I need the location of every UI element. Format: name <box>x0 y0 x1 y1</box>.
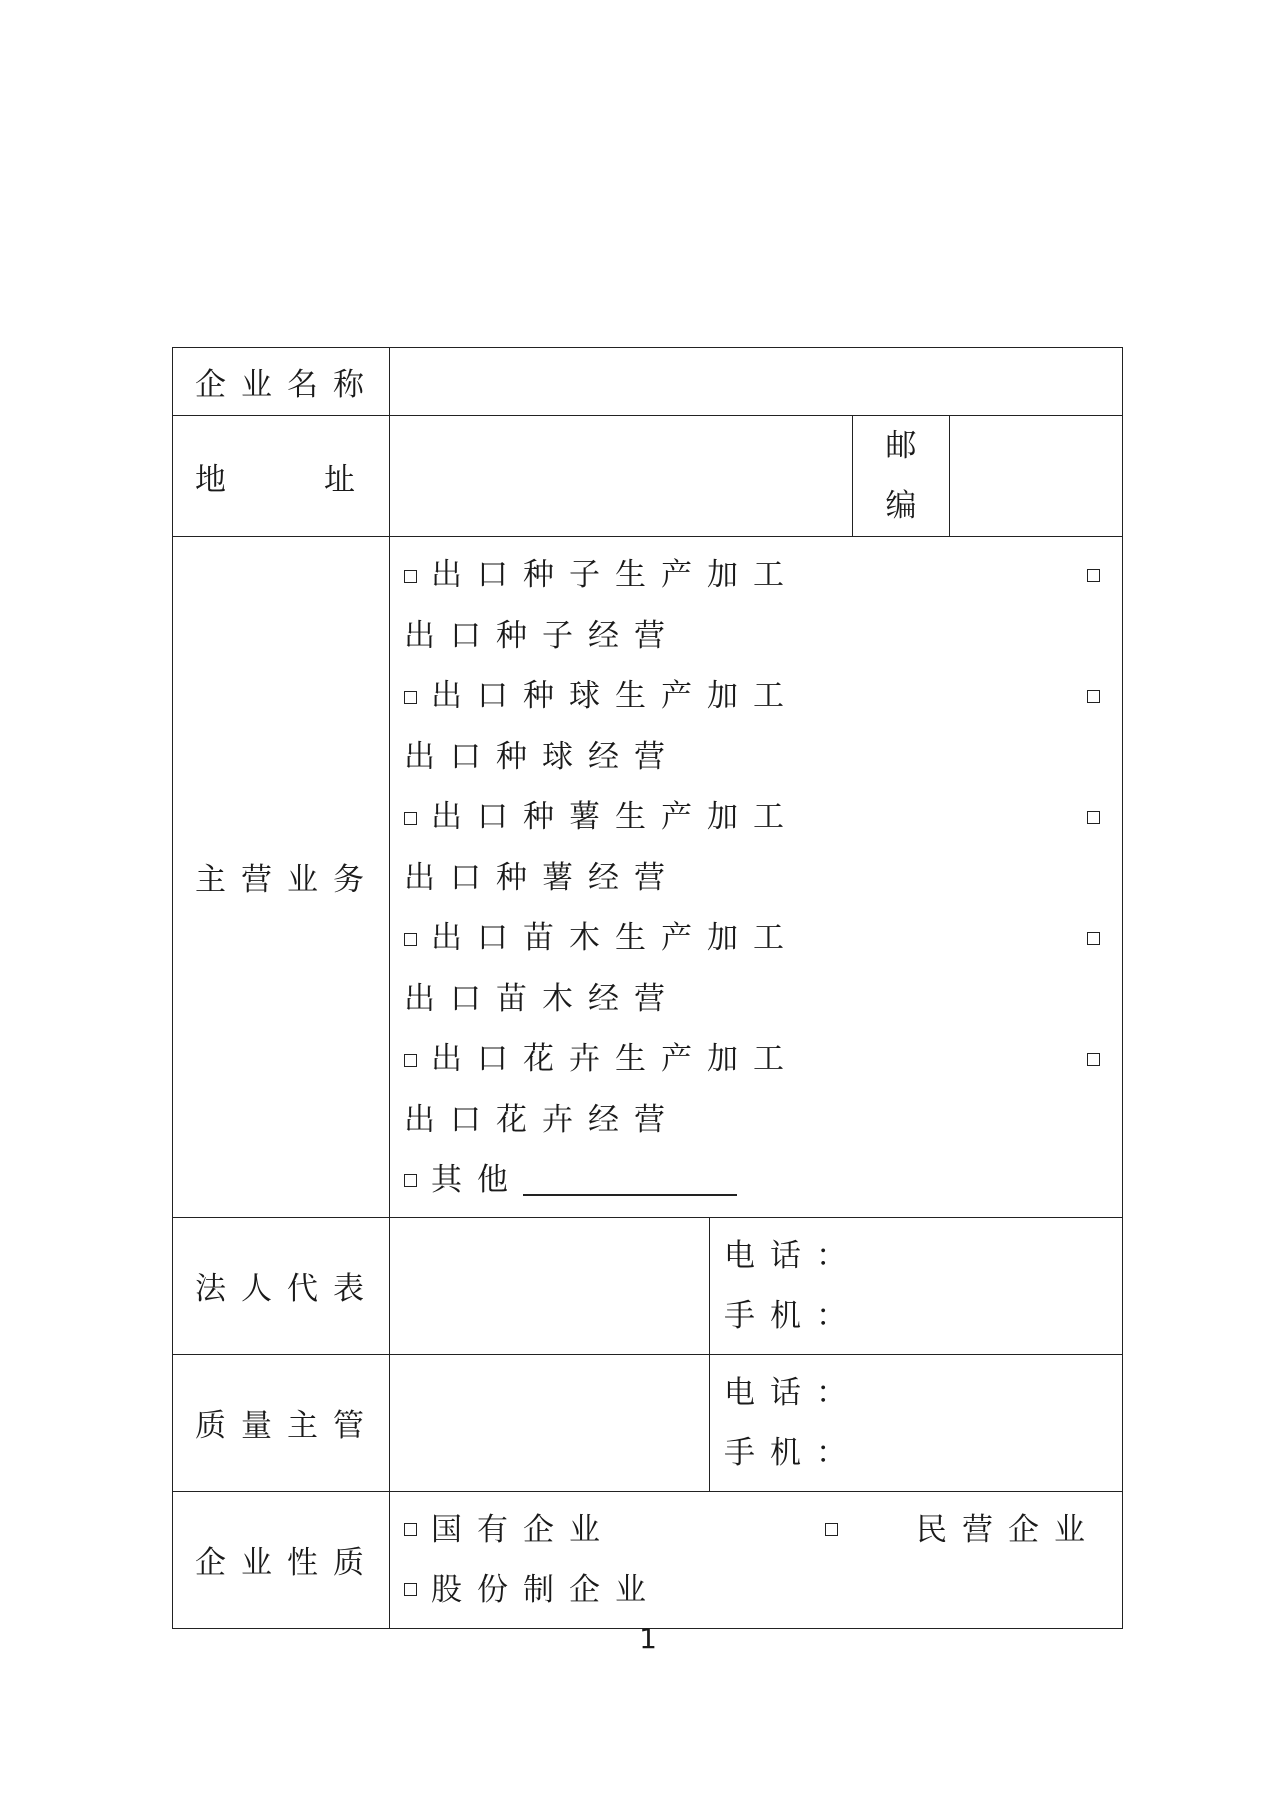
phone-label: 电话： <box>724 1237 862 1274</box>
legal-representative-field[interactable] <box>390 1217 710 1354</box>
checkbox[interactable] <box>404 812 417 825</box>
page-number: 1 <box>639 1622 657 1655</box>
business-option-label: 出口种子经营 <box>404 617 680 654</box>
postal-code-label <box>853 416 950 537</box>
checkbox[interactable] <box>1087 811 1100 824</box>
business-line <box>404 1090 1100 1151</box>
nature-option-joint-stock: 股份制企业 <box>431 1571 661 1608</box>
checkbox[interactable] <box>1087 569 1100 582</box>
quality-manager-field[interactable] <box>390 1354 710 1491</box>
postal-label-char-1: 邮 <box>885 428 917 464</box>
business-line <box>404 1029 1100 1090</box>
checkbox[interactable] <box>404 1174 417 1187</box>
business-line <box>404 666 1100 727</box>
enterprise-nature-label: 企业性质 <box>173 1491 390 1628</box>
checkbox[interactable] <box>1087 1053 1100 1066</box>
business-option-label: 出口种球经营 <box>404 738 680 775</box>
checkbox[interactable] <box>404 1583 417 1596</box>
main-business-label: 主营业务 <box>173 537 390 1218</box>
business-option-label: 出口种子生产加工 <box>431 557 799 593</box>
business-option-label: 出口苗木经营 <box>404 980 680 1017</box>
nature-line <box>404 1500 1100 1560</box>
address-field[interactable] <box>390 416 853 537</box>
checkbox[interactable] <box>404 933 417 946</box>
row-main-business <box>173 537 1123 1218</box>
nature-line <box>404 1560 1100 1620</box>
business-other-label: 其他 <box>431 1162 523 1198</box>
postal-label-char-2: 编 <box>885 488 917 524</box>
checkbox[interactable] <box>404 570 417 583</box>
nature-option-state-owned: 国有企业 <box>431 1511 615 1548</box>
mobile-label: 手机： <box>724 1434 862 1471</box>
other-fill-in-blank[interactable] <box>523 1164 737 1196</box>
business-line <box>404 727 1100 788</box>
business-line <box>404 908 1100 969</box>
business-line <box>404 969 1100 1030</box>
enterprise-info-form <box>172 347 1123 1629</box>
row-enterprise-nature <box>173 1491 1123 1628</box>
quality-manager-label: 质量主管 <box>173 1354 390 1491</box>
row-quality-manager <box>173 1354 1123 1491</box>
business-option-label: 出口种薯生产加工 <box>431 799 799 835</box>
legal-representative-label: 法人代表 <box>173 1217 390 1354</box>
company-name-field[interactable] <box>390 348 1123 416</box>
business-line <box>404 606 1100 667</box>
nature-option-private: 民营企业 <box>916 1511 1100 1548</box>
row-company-name <box>173 348 1123 416</box>
row-legal-representative <box>173 1217 1123 1354</box>
checkbox[interactable] <box>404 1054 417 1067</box>
checkbox[interactable] <box>1087 932 1100 945</box>
main-business-options <box>390 537 1123 1218</box>
business-line-other <box>404 1150 1100 1211</box>
business-line <box>404 787 1100 848</box>
enterprise-nature-options <box>390 1491 1123 1628</box>
address-label-char-1: 地 <box>195 461 226 498</box>
business-option-label: 出口苗木生产加工 <box>431 920 799 956</box>
mobile-label: 手机： <box>724 1297 862 1334</box>
checkbox[interactable] <box>1087 690 1100 703</box>
business-option-label: 出口种薯经营 <box>404 859 680 896</box>
business-option-label: 出口花卉生产加工 <box>431 1041 799 1077</box>
quality-manager-contact <box>710 1354 1123 1491</box>
row-address <box>173 416 1123 537</box>
business-option-label: 出口花卉经营 <box>404 1101 680 1138</box>
company-name-label: 企业名称 <box>173 348 390 416</box>
business-line <box>404 848 1100 909</box>
checkbox[interactable] <box>404 1523 417 1536</box>
address-label-char-2: 址 <box>324 461 355 498</box>
postal-code-field[interactable] <box>950 416 1123 537</box>
address-label <box>173 416 390 537</box>
checkbox[interactable] <box>825 1523 838 1536</box>
checkbox[interactable] <box>404 691 417 704</box>
business-line <box>404 545 1100 606</box>
phone-label: 电话： <box>724 1374 862 1411</box>
legal-representative-contact <box>710 1217 1123 1354</box>
business-option-label: 出口种球生产加工 <box>431 678 799 714</box>
